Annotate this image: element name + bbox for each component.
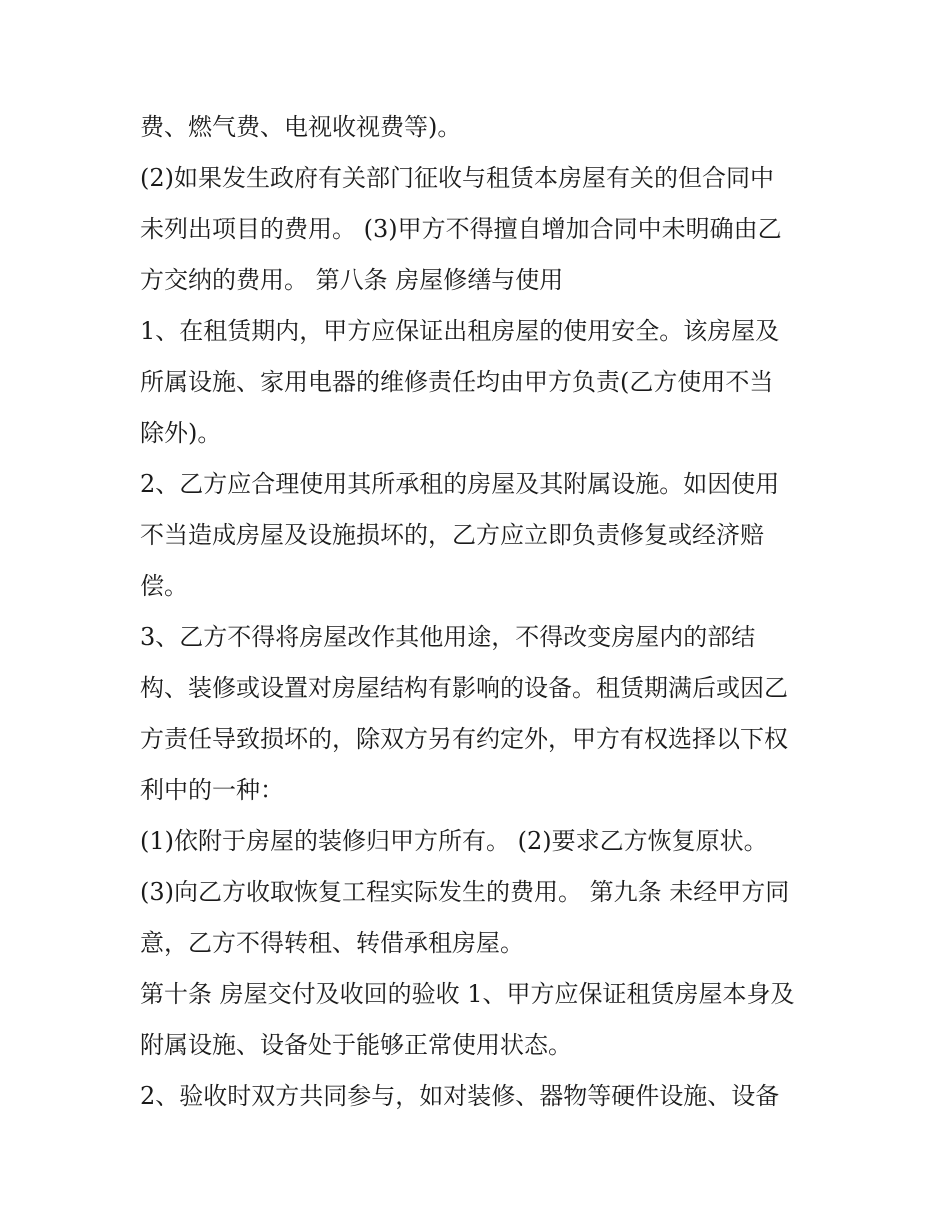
text-line: 3、乙方不得将房屋改作其他用途，不得改变房屋内的部结	[140, 623, 756, 651]
text-line: 除外)。	[140, 419, 222, 447]
text-line: 附属设施、设备处于能够正常使用状态。	[140, 1031, 572, 1059]
text-line: 2、验收时双方共同参与，如对装修、器物等硬件设施、设备	[140, 1082, 780, 1110]
text-line: 意，乙方不得转租、转借承租房屋。	[140, 929, 524, 957]
text-line: 1、在租赁期内，甲方应保证出租房屋的使用安全。该房屋及	[140, 317, 780, 345]
text-line: (2)如果发生政府有关部门征收与租赁本房屋有关的但合同中	[140, 164, 774, 192]
text-line: (3)向乙方收取恢复工程实际发生的费用。 第九条 未经甲方同	[140, 878, 790, 906]
text-line: 2、乙方应合理使用其所承租的房屋及其附属设施。如因使用	[140, 470, 780, 498]
text-line: 未列出项目的费用。 (3)甲方不得擅自增加合同中未明确由乙	[140, 215, 782, 243]
text-line: 构、装修或设置对房屋结构有影响的设备。租赁期满后或因乙	[140, 674, 788, 702]
text-line: 方交纳的费用。 第八条 房屋修缮与使用	[140, 266, 564, 294]
text-line: 不当造成房屋及设施损坏的，乙方应立即负责修复或经济赔	[140, 521, 764, 549]
text-line: 偿。	[140, 572, 188, 600]
text-line: 费、燃气费、电视收视费等)。	[140, 113, 462, 141]
text-line: 方责任导致损坏的，除双方另有约定外，甲方有权选择以下权	[140, 725, 788, 753]
text-line: (1)依附于房屋的装修归甲方所有。 (2)要求乙方恢复原状。	[140, 827, 768, 855]
text-line: 第十条 房屋交付及收回的验收 1、甲方应保证租赁房屋本身及	[140, 980, 795, 1008]
text-line: 所属设施、家用电器的维修责任均由甲方负责(乙方使用不当	[140, 368, 774, 396]
text-line: 利中的一种：	[140, 776, 284, 804]
contract-text	[140, 102, 820, 1122]
